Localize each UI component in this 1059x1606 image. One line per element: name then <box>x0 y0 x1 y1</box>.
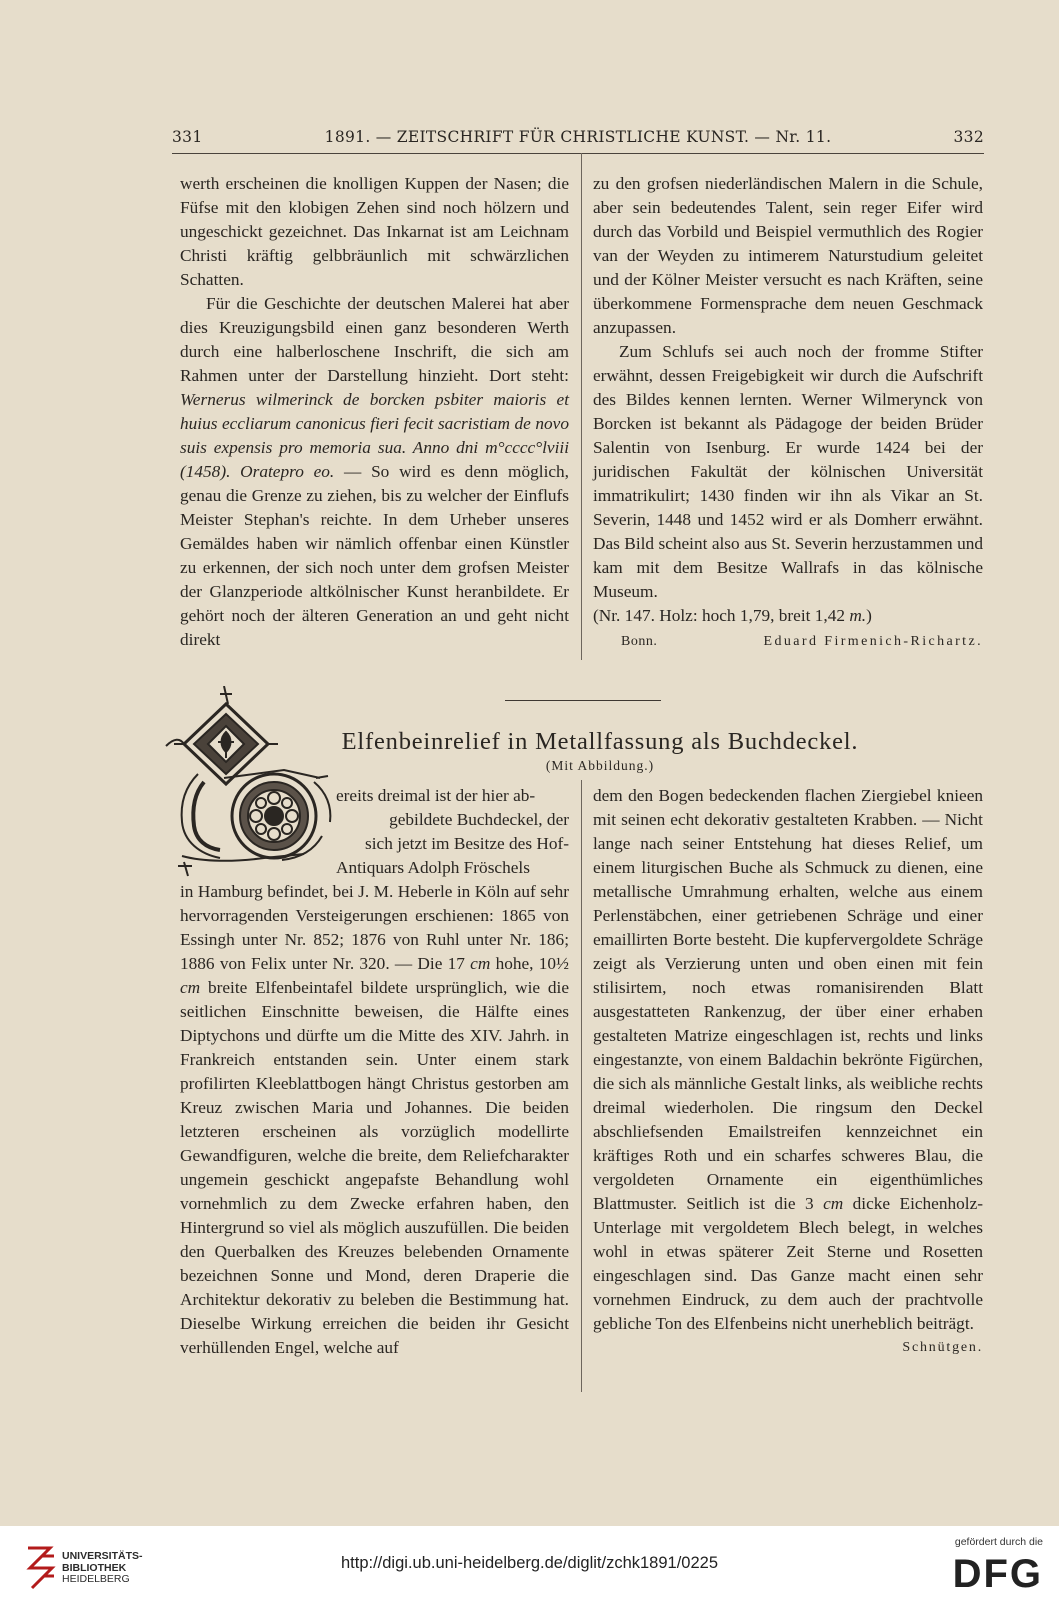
library-footer <box>0 1526 1059 1606</box>
unit-cm: cm <box>470 954 491 973</box>
dfg-logo: DFG <box>952 1552 1043 1596</box>
author-signature <box>593 630 983 654</box>
paragraph-text: — So wird es denn möglich, genau die Grenze zu ziehen, bis zu welcher der Einflufs Meister Stephan's reichte. In dem Urheber unseres Gemäldes haben wir nämlich offenbar einen Künstler zu erkennen, der sich noch unter dem grofsen Meister der Glanzperiode altkölnischer Kunst heranbildete. Er gehört noch der älteren Generation an und geht nicht direkt <box>180 462 569 649</box>
institution-line: BIBLIOTHEK <box>62 1561 127 1574</box>
article-signature: Schnütgen. <box>902 1340 983 1355</box>
signature-place: Bonn. <box>621 634 658 649</box>
line: sich jetzt im Besitze des Hof- <box>365 834 569 853</box>
line: Antiquars Adolph Fröschels <box>336 858 530 877</box>
signature-author: Eduard Firmenich-Richartz. <box>763 634 983 649</box>
column-left-top <box>180 172 569 652</box>
dimensions-text: (Nr. 147. Holz: hoch 1,79, breit 1,42 <box>593 606 850 625</box>
institution-line: HEIDELBERG <box>62 1573 130 1585</box>
paragraph-inscription <box>180 292 569 652</box>
page-number-left: 331 <box>172 128 203 146</box>
permalink-url[interactable]: http://digi.ub.uni-heidelberg.de/diglit/zchk1891/0225 <box>340 1554 719 1572</box>
line: gebildete Buchdeckel, der <box>389 810 569 829</box>
paragraph: werth erscheinen die knolligen Kuppen der Nasen; die Füfse mit den klobigen Zehen sind noch hölzern und ungeschickt gezeichnet. Das Inkarnat ist am Leichnam Christi kräftig gelbbräunlich mit schwärzlichen Schatten. <box>180 174 569 289</box>
article-separator <box>505 700 661 701</box>
page-number-right: 332 <box>953 128 984 146</box>
article-subtitle: (Mit Abbildung.) <box>545 758 655 773</box>
inscription-quote: Wernerus wilmerinck de borcken psbiter maioris et huius eccliarum canonicus fieri fecit sacristiam de novo suis expensis pro memoria sua. Anno dni m°cccc°lviii (1458). Oratepro eo. <box>180 390 569 481</box>
dimensions-close: ) <box>866 606 872 625</box>
paragraph-text: Für die Geschichte der deutschen Malerei hat aber dies Kreuzigungsbild einen ganz besonderen Werth durch eine halberloschene Inschrift, die sich am Rahmen unter der Darstellung hinzieht. Dort steht: <box>180 294 569 385</box>
article-title: Elfenbeinrelief in Metallfassung als Buchdeckel. <box>341 728 859 755</box>
column-right-top <box>593 172 983 654</box>
running-header <box>172 128 984 150</box>
journal-header-title: 1891. — ZEITSCHRIFT FÜR CHRISTLICHE KUNST. — Nr. 11. <box>324 128 832 146</box>
paragraph-text: in Hamburg befindet, bei J. M. Heberle in Köln auf sehr hervorragenden Versteigerungen erschienen: 1865 von Essingh unter Nr. 852; 1876 von Ruhl unter Nr. 186; 1886 von Felix unter Nr. 320. — Die 17 <box>180 882 569 973</box>
header-rule <box>172 153 984 154</box>
paragraph: Zum Schlufs sei auch noch der fromme Stifter erwähnt, dessen Freigebigkeit wir durch die Aufschrift des Bildes kennen lernten. Werner Wilmerynck von Borcken ist bekannt als Pädagoge der beiden Brüder Salentin von Isenburg. Er wurde 1424 bei der juridischen Fakultät der kölnischen Universität immatrikulirt; 1430 finden wir ihn als Vikar an St. Severin, 1448 und 1452 wird er als Domherr erwähnt. Das Bild scheint also aus St. Severin herzustammen und kam mit dem Besitze Wallrafs in das kölnische Museum. <box>593 342 983 601</box>
unit-meter: m. <box>849 606 867 625</box>
column-left-beside-initial <box>336 784 569 880</box>
unit-cm: cm <box>823 1194 844 1213</box>
paragraph-text: dem den Bogen bedeckenden flachen Ziergiebel knieen mit seinen echt dekorativ gestalteten Krabben. — Nicht lange nach seiner Entstehung hat dieses Relief, um einem liturgischen Buche als Schmuck zu dienen, eine metallische Umrahmung erhalten, welche aus einem Perlenstäbchen, einer getriebenen Schräge und einer emaillirten Borte besteht. Die kupfervergoldete Schräge zeigt als Verzierung unten und oben einen mit fein stilisirtem, noch etwas romanisirenden Blatt ausgestatteten Rankenzug, der über einer erhaben gestalteten Matrize eingeschlagen ist, rechts und links eingestanzte, von einem Baldachin bekrönte Figürchen, die sich als männliche Gestalt links, als weibliche rechts dreimal wiederholen. Die ringsum den Deckel abschliefsenden Emailstreifen kennzeichnet ein kräftiges Roth und ein scharfes schweres Blau, die vergoldeten Ornamente ein eigenthümliches Blattmuster. Seitlich ist die 3 <box>593 786 983 1213</box>
paragraph-measurements <box>180 880 569 1360</box>
paragraph-text: breite Elfenbeintafel bildete ursprünglich, wie die seitlichen Einschnitte beweisen, die Hälfte eines Diptychons und dürfte um die Mitte des XIV. Jahrh. in Frankreich entstanden sein. Unter einem stark profilirten Kleeblattbogen hängt Christus gestorben am Kreuz zwischen Maria und Johannes. Die beiden letzteren erscheinen als vorzüglich modellirte Gewandfiguren, welche die breite, dem Reliefcharakter ungemein geschickt angepafste Behandlung wohl vornehmlich zu dem Zwecke erfahren haben, den Hintergrund so viel als möglich auszufüllen. Die beiden den Querbalken des Kreuzes belebenden Ornamente bezeichnen Sonne und Mond, deren Draperie die Architektur dekorativ zu beleben die Bestimmung hat. Dieselbe Wirkung erreichen die beiden ihr Gesicht verhüllenden Engel, welche auf <box>180 978 569 1357</box>
institution-line: UNIVERSITÄTS- <box>62 1550 143 1562</box>
funding-note: gefördert durch die <box>954 1536 1043 1548</box>
ornamental-initial-b-icon <box>164 686 336 882</box>
line: ereits dreimal ist der hier ab- <box>336 786 536 805</box>
column-left-bottom <box>180 880 569 1360</box>
paragraph-text: hohe, 10½ <box>490 954 569 973</box>
column-divider-top <box>581 153 582 660</box>
paragraph-description <box>593 784 983 1336</box>
paragraph: zu den grofsen niederländischen Malern in die Schule, aber sein bedeutendes Talent, sein reger Eifer wird durch das Vorbild und Beispiel vermuthlich des Rogier van der Weyden zu intimerem Naturstudium geleitet und der Kölner Meister versucht es nach Kräften, seine überkommene Formensprache dem neuen Geschmack anzupassen. <box>593 174 983 337</box>
column-divider-bottom <box>581 780 582 1392</box>
dimensions-note <box>593 604 983 628</box>
unit-cm: cm <box>180 978 201 997</box>
paragraph-text: dicke Eichenholz-Unterlage mit vergoldetem Blech belegt, in welches wohl in etwas späterer Zeit Sterne und Rosetten eingeschlagen sind. Das Ganze macht einen sehr vornehmen Eindruck, zu dem auch der prachtvolle gebliche Ton des Elfenbeins nicht unerheblich beiträgt. <box>593 1194 983 1333</box>
column-right-bottom <box>593 784 983 1360</box>
